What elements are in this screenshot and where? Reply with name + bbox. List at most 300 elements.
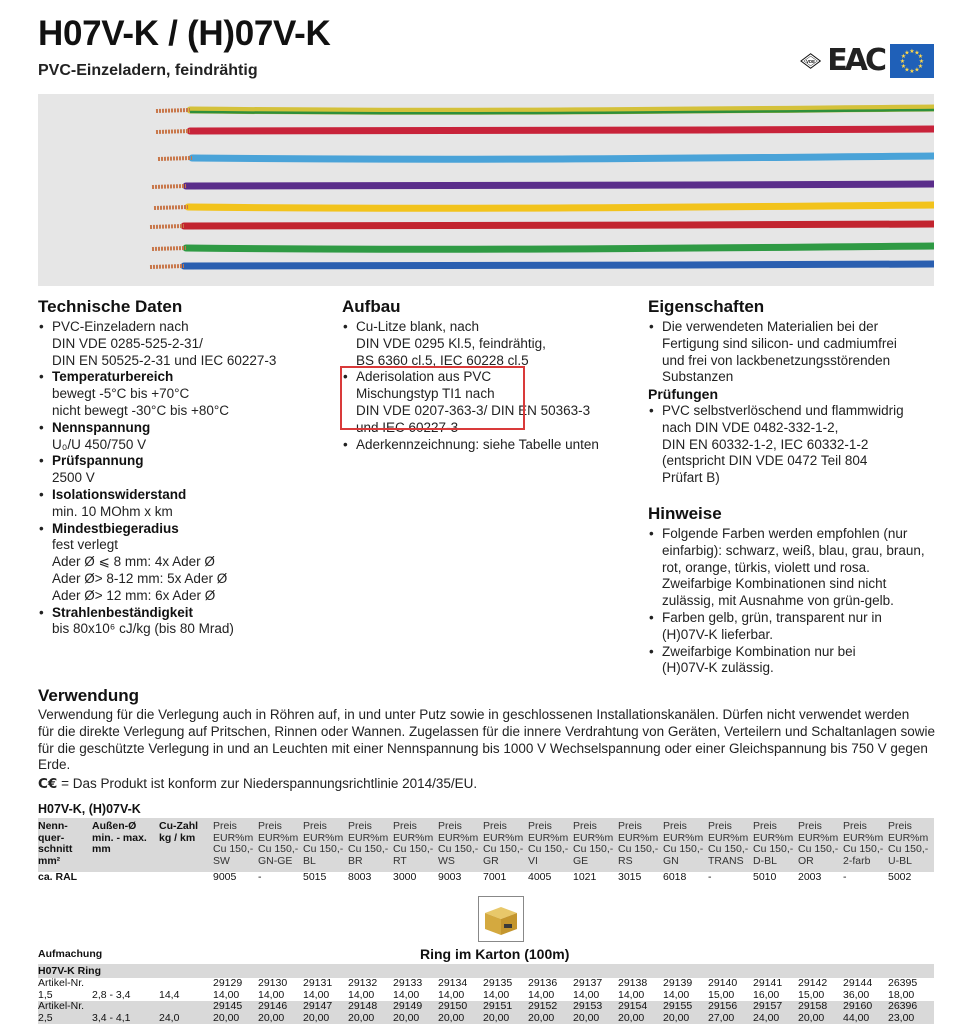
svg-text:★: ★: [914, 66, 920, 74]
ring-label: Ring im Karton (100m): [420, 946, 570, 962]
preis-value: 15,00: [708, 988, 735, 1001]
hinweise-heading: Hinweise: [648, 503, 722, 523]
list-item-line: • Farben gelb, grün, transparent nur in: [662, 609, 882, 625]
list-item-line: • Zweifarbige Kombination nur bei: [662, 643, 856, 659]
price-header-line: Cu 150,-: [213, 843, 254, 855]
artikel-nummer: 29142: [798, 977, 828, 989]
copper-strands: [150, 226, 184, 227]
list-item-line: min. 10 MOhm x km: [52, 503, 173, 519]
preis-value: 16,00: [753, 988, 780, 1001]
price-header-line: Preis: [303, 820, 327, 832]
price-header-line: Cu 150,-: [753, 843, 794, 855]
price-header-line: D-BL: [753, 854, 777, 867]
artikel-nummer: 29149: [393, 1000, 423, 1012]
ral-value: 5002: [888, 871, 912, 883]
ral-value: 3000: [393, 871, 417, 883]
list-item-heading: • Temperaturbereich: [52, 369, 174, 385]
ce-mark-icon: C€: [38, 776, 58, 793]
artikel-nummer: 29135: [483, 977, 513, 989]
hinweise-list: [648, 526, 948, 677]
aufmachung-label: Aufmachung: [38, 948, 103, 960]
list-item: [38, 453, 328, 487]
cable-3: [192, 156, 934, 159]
verwendung-line: Erde.: [38, 757, 71, 773]
artikel-nummer: 29155: [663, 1000, 693, 1012]
header-aussen-durchmesser: [92, 821, 147, 856]
preis-value: 36,00: [843, 988, 870, 1001]
svg-text:★: ★: [904, 49, 910, 57]
svg-text:★: ★: [899, 58, 906, 65]
artikel-nummer: 29141: [753, 977, 783, 989]
ral-value: 4005: [528, 871, 552, 883]
cable-2: [190, 129, 934, 131]
artikel-nummer: 29134: [438, 977, 468, 989]
page-subtitle: PVC-Einzeladern, feindrähtig: [38, 62, 258, 79]
verwendung-heading: Verwendung: [38, 686, 140, 705]
artikel-nummer: 29139: [663, 977, 693, 989]
cable-6: [184, 224, 934, 226]
preis-value: 14,00: [258, 988, 285, 1001]
artikel-nummer: 29157: [753, 1000, 783, 1012]
preis-value: 20,00: [573, 1011, 600, 1024]
price-header-line: Cu 150,-: [798, 843, 839, 855]
cable-product-photo: [38, 94, 934, 286]
svg-text:★: ★: [909, 68, 915, 75]
artikel-nummer: 29145: [213, 1000, 243, 1012]
price-header-line: EUR%m: [438, 831, 479, 844]
price-header-line: Preis: [798, 820, 822, 832]
list-item-line: bewegt -5°C bis +70°C: [52, 386, 190, 402]
list-item-line: 2500 V: [52, 470, 95, 486]
price-header-line: U-BL: [888, 854, 912, 867]
list-item-line: bis 80x10⁶ cJ/kg (bis 80 Mrad): [52, 621, 234, 637]
copper-strands: [156, 110, 190, 111]
header-line: schnitt: [38, 843, 73, 855]
price-header-line: EUR%m: [528, 831, 569, 844]
price-column-header: [573, 821, 613, 867]
price-header-line: Preis: [618, 820, 642, 832]
price-header-line: GR: [483, 854, 499, 867]
price-header-line: RT: [393, 854, 407, 867]
verwendung-line: für die direkte Verlegung auf Pritschen, Rinnen oder Wannen. Zugelassen für die innere Verdrahtung von Geräten, Verteilern und Schaltanlagen sowie: [38, 723, 936, 739]
querschnitt-value: 2,5: [38, 1011, 53, 1024]
list-item: [38, 521, 328, 605]
list-item: [648, 319, 948, 386]
copper-strands: [154, 207, 188, 208]
list-item-line: Prüfart B): [662, 470, 720, 486]
price-header-line: EUR%m: [753, 831, 794, 844]
artikel-nummer: 29132: [348, 977, 378, 989]
price-header-line: EUR%m: [258, 831, 299, 844]
list-item: [648, 403, 948, 487]
price-header-line: Cu 150,-: [618, 843, 659, 855]
price-header-line: Preis: [708, 820, 732, 832]
preis-value: 44,00: [843, 1011, 870, 1024]
artikel-nummer: 29152: [528, 1000, 558, 1012]
price-header-line: Preis: [213, 820, 237, 832]
ral-value: 5010: [753, 871, 777, 883]
preis-value: 27,00: [708, 1011, 735, 1024]
ral-value: -: [258, 871, 262, 883]
price-header-line: Cu 150,-: [438, 843, 479, 855]
price-header-line: EUR%m: [843, 831, 884, 844]
preis-value: 20,00: [618, 1011, 645, 1024]
header-line: min. - max.: [92, 831, 147, 844]
cu-zahl-value: 24,0: [159, 1011, 180, 1024]
price-column-header: [708, 821, 748, 867]
price-header-line: Cu 150,-: [483, 843, 524, 855]
preis-value: 20,00: [258, 1011, 285, 1024]
price-header-line: Cu 150,-: [888, 843, 929, 855]
header-line: mm: [92, 843, 111, 855]
artikel-nummer: 29133: [393, 977, 423, 989]
price-column-header: [888, 821, 928, 867]
ral-value: 7001: [483, 871, 507, 883]
price-header-line: GN: [663, 854, 679, 867]
svg-text:★: ★: [900, 53, 907, 60]
price-column-header: [438, 821, 478, 867]
list-item-line: (H)07V-K lieferbar.: [662, 626, 774, 642]
ring-row-label: H07V-K Ring: [38, 964, 934, 978]
ral-value: -: [843, 871, 847, 883]
price-column-header: [303, 821, 343, 867]
vde-logo-text: VDE: [806, 58, 816, 64]
artikel-nummer: 29148: [348, 1000, 378, 1012]
artikel-nummer: 29158: [798, 1000, 828, 1012]
querschnitt-value: 1,5: [38, 988, 53, 1001]
price-column-header: [618, 821, 658, 867]
list-item-line: Mischungstyp TI1 nach: [356, 386, 495, 402]
svg-text:★: ★: [900, 63, 907, 70]
price-column-header: [528, 821, 568, 867]
price-header-line: Cu 150,-: [843, 843, 884, 855]
header-cu-zahl: [159, 821, 198, 844]
list-item-line: • PVC-Einzeladern nach: [52, 319, 189, 334]
list-item-line: DIN VDE 0207-363-3/ DIN EN 50363-3: [356, 402, 591, 418]
price-header-line: 2-farb: [843, 854, 871, 867]
artikel-nummer: 29153: [573, 1000, 603, 1012]
svg-text:★: ★: [904, 66, 910, 74]
svg-text:★: ★: [917, 63, 924, 70]
vde-logo: [800, 44, 821, 78]
copper-strands: [150, 266, 184, 267]
list-item-line: • Aderkennzeichnung: siehe Tabelle unten: [356, 436, 599, 452]
artikel-nummer: 26395: [888, 977, 918, 989]
verwendung-line: für die geschützte Verlegung in und an Leuchten mit einer Nennspannung bis 1000 V Wechselspannung oder einer Gleichspannung bis 750 V gegen: [38, 740, 928, 756]
price-header-line: OR: [798, 854, 814, 867]
artikel-nummer: 29129: [213, 977, 243, 989]
list-item-heading: • Nennspannung: [52, 419, 151, 435]
preis-value: 20,00: [798, 1011, 825, 1024]
list-item: [342, 437, 632, 454]
price-header-line: BL: [303, 854, 316, 867]
price-header-line: Preis: [843, 820, 867, 832]
artikel-nummer: 29156: [708, 1000, 738, 1012]
pruefungen-list: [648, 403, 948, 487]
technische-daten-list: [38, 319, 328, 638]
artikel-nummer: 29150: [438, 1000, 468, 1012]
cardboard-box-image: [478, 896, 524, 942]
copper-strands: [158, 158, 192, 159]
list-item-line: und IEC 60227-3: [356, 419, 459, 435]
preis-value: 20,00: [213, 1011, 240, 1024]
eac-logo: EAC: [827, 43, 884, 78]
list-item-line: (H)07V-K zulässig.: [662, 660, 774, 676]
copper-strands: [156, 131, 190, 132]
list-item-line: • Die verwendeten Materialien bei der: [662, 319, 879, 334]
price-header-line: EUR%m: [348, 831, 389, 844]
price-column-header: [483, 821, 523, 867]
aufbau-heading: Aufbau: [342, 297, 401, 316]
price-header-line: EUR%m: [888, 831, 929, 844]
price-column-header: [258, 821, 298, 867]
ce-conformity-line: [38, 776, 938, 793]
certification-logos: [800, 42, 934, 80]
preis-value: 14,00: [348, 988, 375, 1001]
artikel-nummer: 29131: [303, 977, 333, 989]
price-header-line: Cu 150,-: [348, 843, 389, 855]
eigenschaften-section: [648, 297, 948, 677]
list-item-line: Substanzen: [662, 369, 734, 385]
price-header-line: SW: [213, 854, 230, 867]
header-line: kg / km: [159, 831, 196, 844]
price-header-line: EUR%m: [393, 831, 434, 844]
price-header-line: Cu 150,-: [663, 843, 704, 855]
pruefungen-heading: Prüfungen: [648, 386, 718, 403]
list-item-line: • Folgende Farben werden empfohlen (nur: [662, 525, 908, 541]
table-title: H07V-K, (H)07V-K: [38, 802, 141, 816]
price-header-line: Preis: [888, 820, 912, 832]
cable-5: [188, 205, 934, 208]
list-item-line: • PVC selbstverlöschend und flammwidrig: [662, 402, 904, 418]
price-column-header: [348, 821, 388, 867]
artikel-nummer: 29146: [258, 1000, 288, 1012]
list-item-line: zulässig, mit Ausnahme von grün-gelb.: [662, 593, 894, 609]
price-header-line: EUR%m: [573, 831, 614, 844]
price-header-line: Preis: [753, 820, 777, 832]
list-item-line: einfarbig): schwarz, weiß, blau, grau, braun,: [662, 542, 925, 558]
list-item-line: • Aderisolation aus PVC: [356, 369, 492, 385]
price-header-line: EUR%m: [708, 831, 749, 844]
preis-value: 20,00: [393, 1011, 420, 1024]
list-item: [38, 319, 328, 369]
preis-value: 23,00: [888, 1011, 915, 1024]
svg-text:★: ★: [917, 53, 924, 60]
header-querschnitt: [38, 821, 72, 867]
price-header-line: Cu 150,-: [393, 843, 434, 855]
preis-value: 18,00: [888, 988, 915, 1001]
verwendung-text: [38, 707, 938, 774]
artikel-nummer: 29147: [303, 1000, 333, 1012]
price-header-line: Cu 150,-: [573, 843, 614, 855]
preis-value: 14,00: [438, 988, 465, 1001]
list-item: [38, 605, 328, 639]
cable-8: [184, 264, 934, 266]
preis-value: 20,00: [663, 1011, 690, 1024]
price-header-line: RS: [618, 854, 633, 867]
price-header-line: Cu 150,-: [708, 843, 749, 855]
svg-text:★: ★: [918, 58, 925, 65]
aussen-value: 2,8 - 3,4: [92, 988, 131, 1001]
ral-value: 9003: [438, 871, 462, 883]
price-column-header: [798, 821, 838, 867]
list-item-heading: • Isolationswiderstand: [52, 486, 187, 502]
price-header-line: Preis: [663, 820, 687, 832]
copper-strands: [152, 248, 186, 249]
ral-label: ca. RAL: [38, 871, 78, 883]
header-line: Cu-Zahl: [159, 820, 199, 832]
preis-value: 24,00: [753, 1011, 780, 1024]
header-line: Außen-Ø: [92, 820, 137, 832]
list-item-line: DIN VDE 0285-525-2-31/: [52, 335, 203, 351]
table-row: [38, 1001, 934, 1024]
cu-zahl-value: 14,4: [159, 988, 180, 1001]
list-item-line: (entspricht DIN VDE 0472 Teil 804: [662, 453, 868, 469]
artikel-nummer: 29136: [528, 977, 558, 989]
price-header-line: TRANS: [708, 854, 744, 867]
highlight-box: [340, 366, 525, 430]
price-header-line: VI: [528, 854, 538, 867]
price-header-line: Preis: [258, 820, 282, 832]
table-row: [38, 978, 934, 1001]
preis-value: 14,00: [528, 988, 555, 1001]
preis-value: 14,00: [573, 988, 600, 1001]
price-column-header: [213, 821, 253, 867]
list-item-line: nicht bewegt -30°C bis +80°C: [52, 402, 230, 418]
preis-value: 20,00: [483, 1011, 510, 1024]
ral-value: 5015: [303, 871, 327, 883]
price-header-line: Preis: [528, 820, 552, 832]
cable-4: [186, 184, 934, 186]
list-item-heading: • Prüfspannung: [52, 453, 144, 469]
list-item-line: BS 6360 cl.5, IEC 60228 cl.5: [356, 352, 529, 368]
eu-flag-logo: [890, 44, 934, 78]
list-item: [38, 487, 328, 521]
artikel-label: Artikel-Nr.: [38, 977, 85, 989]
preis-value: 14,00: [618, 988, 645, 1001]
header-line: Nenn-: [38, 820, 68, 832]
price-header-line: EUR%m: [213, 831, 254, 844]
list-item: [38, 369, 328, 419]
preis-value: 20,00: [438, 1011, 465, 1024]
price-header-line: GE: [573, 854, 589, 867]
price-header-line: Preis: [483, 820, 507, 832]
price-column-header: [753, 821, 793, 867]
ral-value: 8003: [348, 871, 372, 883]
list-item-line: nach DIN VDE 0482-332-1-2,: [662, 419, 839, 435]
svg-text:★: ★: [909, 48, 915, 55]
ral-value: 1021: [573, 871, 597, 883]
artikel-nummer: 26396: [888, 1000, 918, 1012]
list-item: [38, 420, 328, 454]
price-header-line: EUR%m: [618, 831, 659, 844]
price-header-line: Preis: [438, 820, 462, 832]
preis-value: 14,00: [393, 988, 420, 1001]
preis-value: 15,00: [798, 988, 825, 1001]
price-header-line: Preis: [393, 820, 417, 832]
ral-value: 3015: [618, 871, 642, 883]
price-header-line: Cu 150,-: [528, 843, 569, 855]
svg-text:★: ★: [914, 49, 920, 57]
cable-7: [186, 246, 934, 249]
artikel-nummer: 29140: [708, 977, 738, 989]
ral-row: [38, 871, 934, 884]
list-item-line: rot, orange, türkis, violett und rosa.: [662, 559, 870, 575]
ce-conformity-text: = Das Produkt ist konform zur Niederspannungsrichtlinie 2014/35/EU.: [61, 776, 478, 792]
preis-value: 20,00: [348, 1011, 375, 1024]
ral-value: -: [708, 871, 712, 883]
list-item-heading: • Mindestbiegeradius: [52, 520, 179, 536]
artikel-label: Artikel-Nr.: [38, 1000, 85, 1012]
list-item-line: Ader Ø> 12 mm: 6x Ader Ø: [52, 587, 216, 603]
page-title: H07V-K / (H)07V-K: [38, 14, 331, 53]
header-line: mm²: [38, 854, 61, 867]
list-item: [648, 644, 948, 678]
list-item-line: DIN EN 50525-2-31 und IEC 60227-3: [52, 352, 277, 368]
ral-value: 9005: [213, 871, 237, 883]
preis-value: 14,00: [483, 988, 510, 1001]
list-item-line: • Cu-Litze blank, nach: [356, 319, 480, 334]
preis-value: 14,00: [663, 988, 690, 1001]
list-item-line: Fertigung sind silicon- und cadmiumfrei: [662, 335, 897, 351]
technische-daten-heading: Technische Daten: [38, 297, 183, 316]
artikel-nummer: 29138: [618, 977, 648, 989]
artikel-nummer: 29130: [258, 977, 288, 989]
eigenschaften-list: [648, 319, 948, 386]
list-item-line: Ader Ø> 8-12 mm: 5x Ader Ø: [52, 570, 228, 586]
verwendung-section: [38, 686, 938, 793]
price-header-line: BR: [348, 854, 363, 867]
price-column-header: [663, 821, 703, 867]
preis-value: 20,00: [528, 1011, 555, 1024]
price-header-line: EUR%m: [303, 831, 344, 844]
header-line: quer-: [38, 831, 65, 844]
ral-value: 6018: [663, 871, 687, 883]
price-header-line: EUR%m: [663, 831, 704, 844]
list-item-line: U₀/U 450/750 V: [52, 436, 147, 452]
list-item-line: und frei von lackbenetzungsstörenden: [662, 352, 891, 368]
technische-daten-section: [38, 297, 328, 638]
price-header-line: GN-GE: [258, 854, 293, 867]
price-column-header: [393, 821, 433, 867]
list-item-line: Ader Ø ⩽ 8 mm: 4x Ader Ø: [52, 554, 215, 570]
cable-illustration: [38, 94, 934, 286]
price-header-line: Cu 150,-: [303, 843, 344, 855]
list-item: [648, 610, 948, 644]
list-item-line: fest verlegt: [52, 537, 119, 553]
price-header-line: Preis: [348, 820, 372, 832]
preis-value: 20,00: [303, 1011, 330, 1024]
list-item-heading: • Strahlenbeständigkeit: [52, 604, 194, 620]
artikel-nummer: 29160: [843, 1000, 873, 1012]
preis-value: 14,00: [213, 988, 240, 1001]
price-header-line: Preis: [573, 820, 597, 832]
price-header-line: WS: [438, 854, 455, 867]
list-item: [342, 319, 632, 369]
list-item: [648, 526, 948, 610]
preis-value: 14,00: [303, 988, 330, 1001]
aussen-value: 3,4 - 4,1: [92, 1011, 131, 1024]
price-header-line: EUR%m: [483, 831, 524, 844]
artikel-nummer: 29151: [483, 1000, 513, 1012]
copper-strands: [152, 186, 186, 187]
verwendung-line: Verwendung für die Verlegung auch in Röhren auf, in und unter Putz sowie in geschlossenen Installationskanälen. Dürfen nicht verwendet werden: [38, 707, 910, 722]
price-header-line: Cu 150,-: [258, 843, 299, 855]
table-header: [38, 818, 934, 872]
artikel-nummer: 29137: [573, 977, 603, 989]
list-item-line: DIN VDE 0295 Kl.5, feindrähtig,: [356, 335, 546, 351]
list-item-line: DIN EN 60332-1-2, IEC 60332-1-2: [662, 436, 869, 452]
